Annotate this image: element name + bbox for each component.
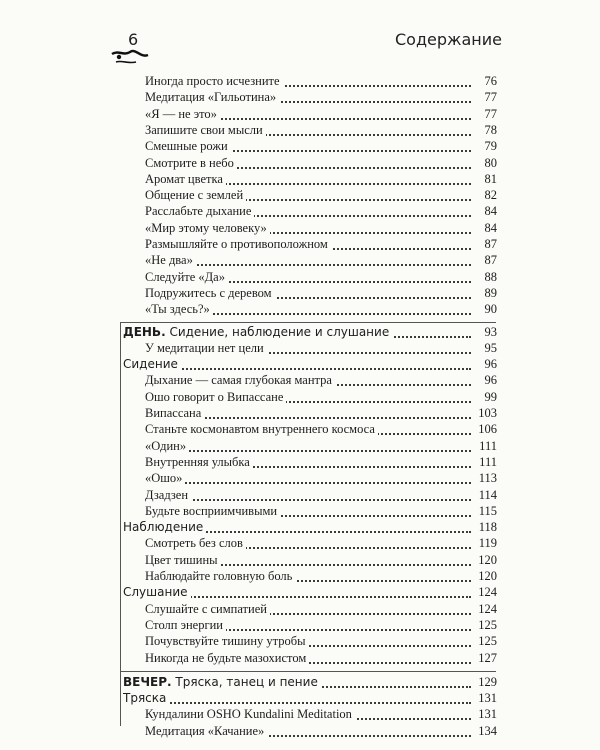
part-rule-day [120, 322, 496, 323]
toc-title: Смотрите в небо [145, 155, 237, 171]
toc-title: «Ошо» [145, 470, 185, 486]
toc-title: «Я — не это» [145, 106, 220, 122]
toc-part-subtitle: Тряска, танец и пение [171, 674, 318, 689]
toc-title: Станьте космонавтом внутреннего космоса [145, 421, 378, 437]
toc-title: Подружитесь с деревом [145, 285, 275, 301]
section-rule-day [120, 322, 121, 682]
toc-page-number: 87 [473, 236, 497, 252]
toc-title: «Мир этому человеку» [145, 220, 270, 236]
toc-title: Будьте восприимчивыми [145, 503, 280, 519]
toc-title: Смотреть без слов [145, 535, 246, 551]
toc-page-number: 77 [473, 106, 497, 122]
toc-page-number: 88 [473, 269, 497, 285]
toc-page-number: 131 [473, 706, 497, 722]
toc-page-number: 127 [473, 650, 497, 666]
section-rule-evening [120, 671, 121, 726]
toc-page-number: 119 [473, 535, 497, 551]
toc-entry [145, 438, 497, 454]
toc-entry [145, 470, 497, 486]
toc-entry [145, 203, 497, 219]
toc-section-heading [123, 356, 497, 372]
toc-page-number: 131 [473, 690, 497, 706]
toc-entry [145, 187, 497, 203]
page-number: 6 [128, 30, 139, 49]
toc-title: Медитация «Качание» [145, 723, 267, 739]
part-rule-evening [120, 671, 496, 672]
toc-page-number: 124 [473, 584, 497, 600]
toc-title: Внутренняя улыбка [145, 454, 253, 470]
toc-page-number: 106 [473, 421, 497, 437]
toc-title: Смешные рожи [145, 138, 231, 154]
toc-entry [145, 389, 497, 405]
toc-title: Расслабьте дыхание [145, 203, 254, 219]
toc-title: Запишите свои мысли [145, 122, 266, 138]
toc-entry [145, 601, 497, 617]
toc-page-number: 96 [473, 372, 497, 388]
toc-title: Столп энергии [145, 617, 226, 633]
toc-title: Тряска [123, 690, 169, 706]
toc-entry [145, 706, 497, 722]
toc-page-number: 87 [473, 252, 497, 268]
toc-title: У медитации нет цели [145, 340, 267, 356]
toc-page-number: 90 [473, 301, 497, 317]
toc-page-number: 89 [473, 285, 497, 301]
toc-title: «Не два» [145, 252, 196, 268]
toc-entry [145, 405, 497, 421]
toc-page-number: 125 [473, 617, 497, 633]
toc-entry [145, 171, 497, 187]
toc-title: Следуйте «Да» [145, 269, 228, 285]
toc-entry [145, 340, 497, 356]
toc-entry [145, 73, 497, 89]
toc-page-number: 79 [473, 138, 497, 154]
toc-entry [145, 106, 497, 122]
toc-page-number: 124 [473, 601, 497, 617]
toc-entry [145, 723, 497, 739]
toc-part-subtitle: Сидение, наблюдение и слушание [165, 324, 390, 339]
toc-page-number: 113 [473, 470, 497, 486]
toc-entry [145, 617, 497, 633]
toc-title: Ошо говорит о Випассане [145, 389, 286, 405]
toc-page-number: 134 [473, 723, 497, 739]
toc-page-number: 129 [473, 674, 497, 690]
toc-page-number: 99 [473, 389, 497, 405]
toc-page-number: 96 [473, 356, 497, 372]
toc-page-number: 115 [473, 503, 497, 519]
toc-title: Общение с землей [145, 187, 246, 203]
toc-entry [145, 301, 497, 317]
dot-leader [145, 448, 471, 452]
toc-entry [145, 89, 497, 105]
toc-page-number: 84 [473, 220, 497, 236]
toc-part-title [123, 674, 321, 690]
toc-section-heading [123, 584, 497, 600]
toc-page-number: 118 [473, 519, 497, 535]
toc-part-title [123, 324, 392, 340]
toc-entry [145, 487, 497, 503]
toc-entry [145, 372, 497, 388]
toc-title: Дыхание — самая глубокая мантра [145, 372, 335, 388]
toc-title: Цвет тишины [145, 552, 221, 568]
toc-entry [145, 138, 497, 154]
toc-entry [145, 535, 497, 551]
toc-page-number: 111 [473, 438, 497, 454]
toc-title: Кундалини OSHO Kundalini Meditation [145, 706, 355, 722]
toc-page-number: 78 [473, 122, 497, 138]
toc-entry [145, 122, 497, 138]
toc-entry [145, 568, 497, 584]
toc-title: Слушайте с симпатией [145, 601, 270, 617]
toc-page-number: 111 [473, 454, 497, 470]
toc-entry [145, 155, 497, 171]
toc-entry [145, 633, 497, 649]
toc-title: Размышляйте о противоположном [145, 236, 331, 252]
toc-entry [145, 421, 497, 437]
toc-title: Випассана [145, 405, 204, 421]
toc-title: Медитация «Гильотина» [145, 89, 279, 105]
dot-leader [145, 497, 471, 501]
toc-section-heading [123, 690, 497, 706]
toc-entry [145, 285, 497, 301]
toc-page-number: 82 [473, 187, 497, 203]
toc-section-heading [123, 519, 497, 535]
toc-entry [145, 454, 497, 470]
toc-title: Слушание [123, 584, 191, 600]
dot-leader [145, 480, 471, 484]
toc-entry [145, 269, 497, 285]
toc-title: «Один» [145, 438, 189, 454]
toc-part-name: ДЕНЬ. [123, 324, 166, 339]
toc-entry [145, 220, 497, 236]
toc-page-number: 103 [473, 405, 497, 421]
toc-title: Дзадзен [145, 487, 191, 503]
toc-page-number: 80 [473, 155, 497, 171]
toc-title: Никогда не будьте мазохистом [145, 650, 309, 666]
toc-entry [145, 552, 497, 568]
toc-page-number: 84 [473, 203, 497, 219]
toc-entry [145, 252, 497, 268]
toc-page-number: 81 [473, 171, 497, 187]
toc-page-number: 95 [473, 340, 497, 356]
toc-page-number: 76 [473, 73, 497, 89]
toc-page-number: 120 [473, 568, 497, 584]
toc-entry [145, 236, 497, 252]
toc-part-name: ВЕЧЕР. [123, 674, 172, 689]
toc-page-number: 120 [473, 552, 497, 568]
toc-title: Наблюдение [123, 519, 206, 535]
dot-leader [123, 700, 471, 704]
toc-page-number: 93 [473, 324, 497, 340]
running-title: Содержание [395, 30, 502, 49]
toc-page-number: 114 [473, 487, 497, 503]
toc-entry [145, 650, 497, 666]
toc-page-number: 125 [473, 633, 497, 649]
toc-title: «Ты здесь?» [145, 301, 213, 317]
toc-title: Почувствуйте тишину утробы [145, 633, 309, 649]
toc-part-heading [123, 674, 497, 690]
toc-title: Сидение [123, 356, 181, 372]
toc-entry [145, 503, 497, 519]
toc-title: Наблюдайте головную боль [145, 568, 295, 584]
toc-part-heading [123, 324, 497, 340]
toc-page-number: 77 [473, 89, 497, 105]
toc-title: Иногда просто исчезните [145, 73, 283, 89]
toc-title: Аромат цветка [145, 171, 226, 187]
